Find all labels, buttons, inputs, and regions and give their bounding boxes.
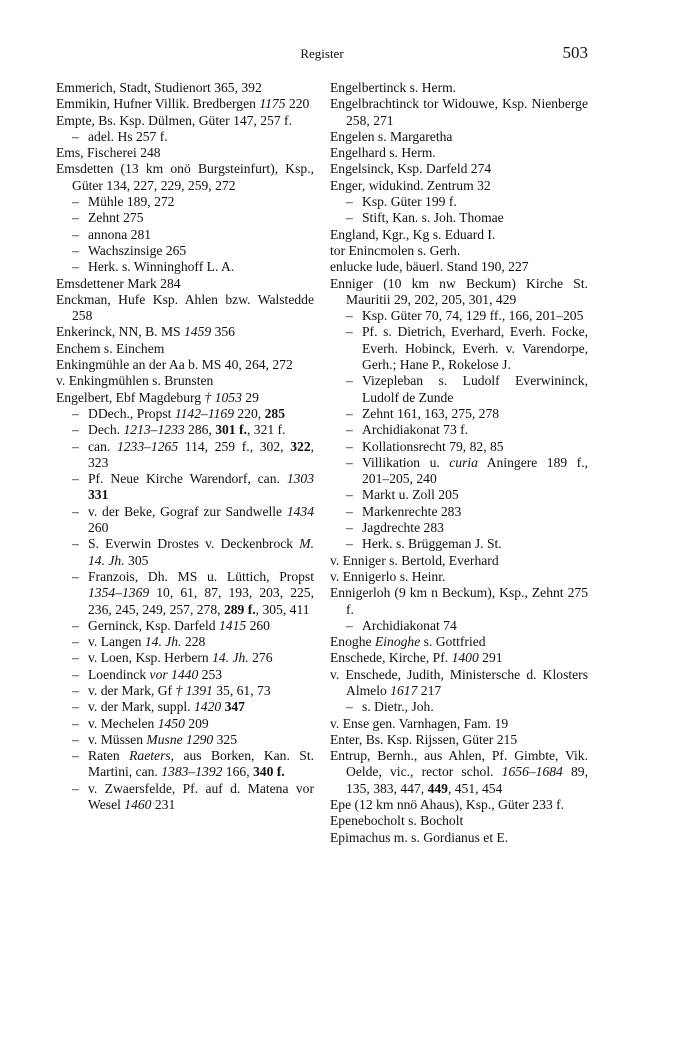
entry-text: v. Enschede, Judith, Ministersche d. Klosters Almelo	[330, 666, 588, 698]
italic-text: Raeters,	[129, 748, 175, 764]
entry-text: 305	[124, 552, 149, 568]
index-entry	[330, 667, 588, 700]
italic-text: 1434	[286, 503, 314, 519]
entry-text: Markt u. Zoll 205	[362, 487, 459, 503]
index-subentry	[330, 439, 588, 455]
index-subentry	[330, 373, 588, 406]
entry-text: Pf. Neue Kirche Warendorf, can.	[88, 471, 287, 487]
entry-text: Enkerinck, NN, B. MS	[56, 324, 184, 340]
entry-text: Emmikin, Hufner Villik. Bredbergen	[56, 96, 260, 112]
italic-text: 1233–1265	[116, 438, 179, 454]
entry-text: Epe (12 km nnö Ahaus), Ksp., Güter 233 f.	[330, 797, 565, 813]
entry-text: Entrup, Bernh., aus Ahlen, Pf. Gimbte, Vik. Oelde, vic., rector schol.	[330, 748, 588, 780]
index-subentry	[56, 194, 314, 210]
index-subentry	[56, 243, 314, 259]
index-entry	[330, 569, 588, 585]
index-subentry	[56, 569, 314, 618]
bold-page-ref: 347	[224, 699, 245, 715]
entry-text: v. der Mark, Gf	[88, 682, 176, 698]
entry-text: Epimachus m. s. Gordianus et E.	[330, 829, 509, 845]
index-entry	[330, 634, 588, 650]
index-entry	[330, 797, 588, 813]
entry-text: Enchem s. Einchem	[56, 340, 165, 356]
index-column-right	[330, 80, 588, 846]
entry-text: Ksp. Güter 70, 74, 129 ff., 166, 201–205	[362, 308, 584, 324]
index-entry	[56, 145, 314, 161]
index-entry	[330, 276, 588, 309]
entry-text: Zehnt 275	[88, 210, 144, 226]
entry-text: Epenebocholt s. Bocholt	[330, 813, 464, 829]
index-entry	[330, 96, 588, 129]
index-entry	[56, 390, 314, 406]
index-subentry	[56, 422, 314, 438]
bold-page-ref: 301 f.	[215, 422, 247, 438]
entry-text: , 451, 454	[447, 780, 503, 796]
entry-text: Villikation u.	[362, 454, 450, 470]
entry-text: v. Langen	[88, 634, 145, 650]
entry-text: Enoghe	[330, 634, 375, 650]
entry-text: Wachszinsige 265	[88, 242, 187, 258]
entry-text: 220,	[234, 405, 265, 421]
index-subentry	[330, 455, 588, 488]
entry-text: tor Enincmolen s. Gerh.	[330, 242, 461, 258]
entry-text: Enschede, Kirche, Pf.	[330, 650, 452, 666]
entry-text: 260	[246, 617, 270, 633]
entry-text: s. Gottfried	[420, 634, 486, 650]
bold-page-ref: 322	[290, 438, 311, 454]
entry-text: v. Enniger s. Bertold, Everhard	[330, 552, 499, 568]
index-subentry	[56, 259, 314, 275]
index-subentry	[330, 194, 588, 210]
entry-text: 217	[417, 682, 442, 698]
index-column-left	[56, 80, 314, 813]
index-subentry	[330, 308, 588, 324]
entry-text: Herk. s. Winninghoff L. A.	[88, 259, 235, 275]
index-entry	[330, 830, 588, 846]
index-subentry	[330, 618, 588, 634]
index-entry	[330, 178, 588, 194]
index-subentry	[56, 210, 314, 226]
index-entry	[56, 324, 314, 340]
index-subentry	[330, 487, 588, 503]
index-entry	[330, 227, 588, 243]
index-entry	[330, 80, 588, 96]
index-subentry	[56, 699, 314, 715]
entry-text: Kollationsrecht 79, 82, 85	[362, 438, 504, 454]
entry-text: Raten	[88, 748, 130, 764]
entry-text: v. Ennigerlo s. Heinr.	[330, 568, 446, 584]
index-subentry	[330, 536, 588, 552]
index-entry	[330, 161, 588, 177]
entry-text: 114, 259 f., 302,	[178, 438, 291, 454]
entry-text: Engelhard s. Herm.	[330, 145, 436, 161]
entry-text: , 305, 411	[255, 601, 310, 617]
index-subentry	[330, 406, 588, 422]
index-subentry	[56, 781, 314, 814]
bold-page-ref: 449	[427, 780, 448, 796]
entry-text: Emsdettener Mark 284	[56, 275, 181, 291]
entry-text: 209	[184, 715, 209, 731]
italic-text: 14. Jh.	[212, 650, 249, 666]
italic-text: 1450	[157, 715, 185, 731]
index-entry	[330, 813, 588, 829]
entry-text: 89, 135, 383, 447,	[346, 764, 588, 796]
entry-text: Dech.	[88, 422, 124, 438]
page-number: 503	[562, 43, 588, 62]
entry-text: Engelbertinck s. Herm.	[330, 80, 457, 95]
index-entry	[330, 716, 588, 732]
entry-text: 325	[213, 731, 238, 747]
italic-text: 1459	[184, 324, 212, 340]
index-entry	[330, 243, 588, 259]
index-subentry	[56, 536, 314, 569]
entry-text: Ksp. Güter 199 f.	[362, 194, 457, 210]
index-subentry	[56, 716, 314, 732]
index-subentry	[56, 667, 314, 683]
italic-text: 1617	[390, 682, 418, 698]
entry-text: v. der Beke, Gograf zur Sandwelle	[88, 503, 287, 519]
entry-text: adel. Hs 257 f.	[88, 128, 168, 144]
entry-text: 29	[241, 389, 259, 405]
index-entry	[330, 129, 588, 145]
index-subentry	[56, 471, 314, 504]
bold-page-ref: 285	[264, 405, 285, 421]
index-subentry	[330, 324, 588, 373]
entry-text: v. der Mark, suppl.	[88, 699, 194, 715]
entry-text: 220	[285, 96, 310, 112]
entry-text: 35, 61, 73	[212, 682, 271, 698]
entry-text: Vizepleban s. Ludolf Everwininck, Ludolf de Zunde	[362, 373, 588, 405]
entry-text: Aningere 189 f., 201–205, 240	[362, 454, 588, 487]
entry-text: Ennigerloh (9 km n Beckum), Ksp., Zehnt 275 f.	[330, 585, 588, 617]
italic-text: 1383–1392	[161, 764, 223, 780]
entry-text: Zehnt 161, 163, 275, 278	[362, 405, 500, 421]
italic-text: 1354–1369	[88, 585, 150, 601]
entry-text: Engelbert, Ebf Magdeburg	[56, 389, 205, 405]
index-subentry	[330, 422, 588, 438]
entry-text: can.	[88, 438, 117, 454]
index-subentry	[56, 650, 314, 666]
index-entry	[56, 292, 314, 325]
index-entry	[56, 357, 314, 373]
entry-text: Enger, widukind. Zentrum 32	[330, 177, 491, 193]
index-entry	[330, 553, 588, 569]
index-entry	[330, 259, 588, 275]
index-subentry	[56, 748, 314, 781]
entry-text: annona 281	[88, 226, 152, 242]
index-subentry	[56, 504, 314, 537]
entry-text: Enter, Bs. Ksp. Rijssen, Güter 215	[330, 731, 518, 747]
running-title: Register	[300, 46, 344, 61]
page-header	[56, 43, 588, 67]
index-entry	[56, 373, 314, 389]
entry-text: 276	[248, 650, 273, 666]
entry-text: Enckman, Hufe Ksp. Ahlen bzw. Walstedde 258	[56, 291, 314, 324]
italic-text: 1415	[219, 617, 247, 633]
entry-text: Gerninck, Ksp. Darfeld	[88, 617, 219, 633]
index-subentry	[56, 634, 314, 650]
index-entry	[330, 748, 588, 797]
italic-text: 1420	[193, 699, 222, 715]
italic-text: 1400	[451, 650, 479, 666]
italic-text: 1142–1169	[174, 405, 234, 421]
index-subentry	[330, 210, 588, 226]
entry-text: aus Borken, Kan. St. Martini, can.	[88, 748, 314, 780]
italic-text: Musne 1290	[146, 731, 214, 747]
italic-text: 1175	[259, 96, 286, 112]
index-entry	[330, 732, 588, 748]
index-entry	[56, 276, 314, 292]
entry-text: Markenrechte 283	[362, 503, 462, 519]
index-entry	[56, 96, 314, 112]
entry-text: DDech., Propst	[88, 405, 175, 421]
entry-text: Archidiakonat 73 f.	[362, 422, 469, 438]
entry-text: Emsdetten (13 km onö Burgsteinfurt), Ksp., Güter 134, 227, 229, 259, 272	[56, 161, 314, 193]
entry-text: Engelbrachtinck tor Widouwe, Ksp. Nienberge 258, 271	[330, 96, 588, 128]
entry-text: 253	[198, 666, 223, 682]
entry-text: Enkingmühle an der Aa b. MS 40, 264, 272	[56, 357, 293, 373]
italic-text: 1303	[286, 471, 314, 487]
entry-text: Ems, Fischerei 248	[56, 145, 161, 161]
index-entry	[330, 585, 588, 618]
bold-page-ref: 331	[88, 487, 109, 503]
entry-text: , 321 f.	[246, 422, 286, 438]
entry-text: Engelsinck, Ksp. Darfeld 274	[330, 161, 492, 177]
entry-text: Engelen s. Margaretha	[330, 128, 453, 144]
index-entry	[56, 341, 314, 357]
index-subentry	[56, 129, 314, 145]
entry-text: Loendinck	[88, 666, 150, 682]
index-subentry	[330, 699, 588, 715]
index-entry	[330, 650, 588, 666]
italic-text: † 1053	[204, 389, 242, 405]
entry-text: S. Everwin Drostes v. Deckenbrock	[88, 536, 300, 552]
italic-text: 1213–1233	[123, 422, 185, 438]
index-subentry	[330, 520, 588, 536]
entry-text: 356	[211, 324, 235, 340]
italic-text: 14. Jh.	[144, 634, 182, 650]
entry-text: v. Ense gen. Varnhagen, Fam. 19	[330, 715, 509, 731]
entry-text: 291	[478, 650, 503, 666]
entry-text: Enniger (10 km nw Beckum) Kirche St. Mauritii 29, 202, 205, 301, 429	[330, 275, 588, 307]
entry-text: 260	[88, 520, 109, 536]
italic-text: M. 14. Jh.	[88, 536, 314, 568]
entry-text: v. Zwaersfelde, Pf. auf d. Matena vor Wesel	[88, 780, 314, 813]
entry-text: Mühle 189, 272	[88, 194, 175, 210]
italic-text: Einoghe	[374, 634, 421, 650]
italic-text: vor 1440	[149, 666, 199, 682]
entry-text: v. Enkingmühlen s. Brunsten	[56, 373, 214, 389]
index-subentry	[56, 618, 314, 634]
index-subentry	[56, 227, 314, 243]
italic-text: 1460	[124, 797, 152, 813]
index-entry	[56, 80, 314, 96]
index-subentry	[330, 504, 588, 520]
entry-text: Franzois, Dh. MS u. Lüttich, Propst	[88, 568, 314, 584]
italic-text: 1656–1684	[501, 764, 563, 780]
entry-text: enlucke lude, bäuerl. Stand 190, 227	[330, 259, 529, 275]
index-subentry	[56, 732, 314, 748]
entry-text: Jagdrechte 283	[362, 520, 444, 536]
bold-page-ref: 289 f.	[223, 601, 256, 617]
index-entry	[56, 161, 314, 194]
entry-text: s. Dietr., Joh.	[362, 699, 434, 715]
entry-text: Herk. s. Brüggeman J. St.	[362, 536, 502, 552]
entry-text: England, Kgr., Kg s. Eduard I.	[330, 226, 496, 242]
index-entry	[56, 113, 314, 129]
entry-text: Pf. s. Dietrich, Everhard, Everh. Focke, Everh. Hobinck, Everh. v. Varendorpe, Gerh.; Hane P., Rokelose J.	[362, 324, 588, 373]
entry-text: v. Loen, Ksp. Herbern	[88, 650, 213, 666]
entry-text: Archidiakonat 74	[362, 617, 457, 633]
entry-text: Emmerich, Stadt, Studienort 365, 392	[56, 80, 262, 95]
entry-text: 10, 61, 87, 193, 203, 225, 236, 245, 249, 257, 278,	[88, 585, 314, 617]
index-subentry	[56, 406, 314, 422]
italic-text: curia	[449, 454, 478, 470]
entry-text: v. Mechelen	[88, 715, 158, 731]
index-subentry	[56, 439, 314, 472]
entry-text: 231	[151, 797, 176, 813]
entry-text: 286,	[184, 422, 216, 438]
italic-text: † 1391	[175, 682, 213, 698]
entry-text: 228	[181, 634, 206, 650]
entry-text: Stift, Kan. s. Joh. Thomae	[362, 210, 504, 226]
entry-text: 166,	[222, 764, 253, 780]
index-entry	[330, 145, 588, 161]
entry-text: , 323	[88, 438, 315, 470]
index-subentry	[56, 683, 314, 699]
entry-text: v. Müssen	[88, 731, 147, 747]
entry-text: Empte, Bs. Ksp. Dülmen, Güter 147, 257 f.	[56, 112, 292, 128]
bold-page-ref: 340 f.	[253, 764, 285, 780]
